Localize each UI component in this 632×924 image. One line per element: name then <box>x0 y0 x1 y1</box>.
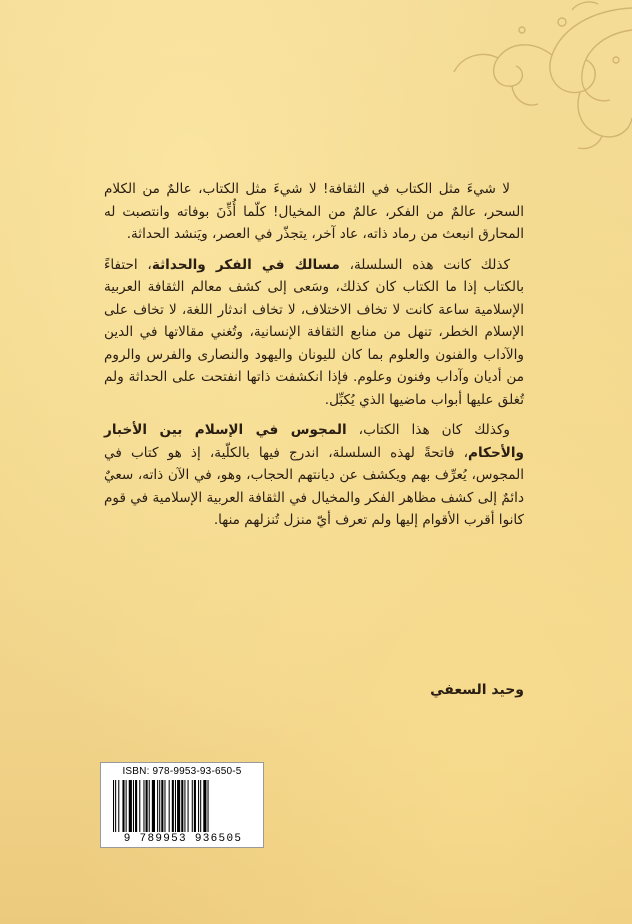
paragraph-2 <box>104 254 524 412</box>
barcode-digits: 9 789953 936505 <box>123 833 243 845</box>
author-name: وحيد السعفي <box>430 682 524 698</box>
series-title: مسالك في الفكر والحداثة <box>151 256 340 273</box>
isbn-label: ISBN: 978-9953-93-650-5 <box>122 766 242 777</box>
paragraph-1-text: لا شيءَ مثل الكتاب في الثقافة! لا شيءَ مثل الكتاب، عالمٌ من الكلام السحر، عالمٌ من الفكر، عالمٌ من المخيال! كلّما أُذِّنَ بوفاته وانتصبت له المحارق انبعث من رماد ذاته، عاد آخر، يتجذّر في العصر، ويَنشد الحداثة. <box>104 181 524 242</box>
paragraph-1 <box>104 178 524 246</box>
paragraph-3 <box>104 419 524 532</box>
isbn-barcode <box>100 762 264 848</box>
paragraph-2-intro: كذلك كانت هذه السلسلة، <box>339 256 511 273</box>
paragraph-3-intro: وكذلك كان هذا الكتاب، <box>346 422 510 438</box>
paragraph-2-text: ، احتفاءً بالكتاب إذا ما الكتاب كان كذلك، وسَعى إلى كشف معالم الثقافة العربية الإسلامية ساعة كانت لا تخاف الاختلاف، لا تخاف اندثار اللغة، لا تخاف على الإسلام الخطر، تنهل من منابع الثقافة الإنسانية، وتُغني مقالاتها في الدين والآداب والفنون والعلوم بما كان لليونان واليهود والنصارى والفرس والروم من أديان وآداب وفنون وعلوم. فإذا انكشفت ذاتها انفتحت على الحداثة ولم تُغلق عليها أبواب ماضيها الذي يُكبِّل. <box>104 256 524 408</box>
paragraph-3-text: ، فاتحةً لهذه السلسلة، اندرج فيها بالكلّية، إذ هو كتاب في المجوس، يُعرِّف بهم ويكشف عن ديانتهم الحجاب، وهو، في الآن ذاته، سعيٌ دائمٌ إلى كشف مظاهر الفكر والمخيال في الثقافة العربية الإسلامية في قوم كانوا أقرب الأقوام إليها ولم تعرف أيّ منزل تُنزلهم منها. <box>104 444 524 528</box>
book-title: المجوس في الإسلام بين الأخبار والأحكام <box>104 422 524 461</box>
barcode-bars <box>113 780 255 832</box>
decorative-ornament <box>402 0 632 150</box>
back-cover-text <box>104 178 524 532</box>
